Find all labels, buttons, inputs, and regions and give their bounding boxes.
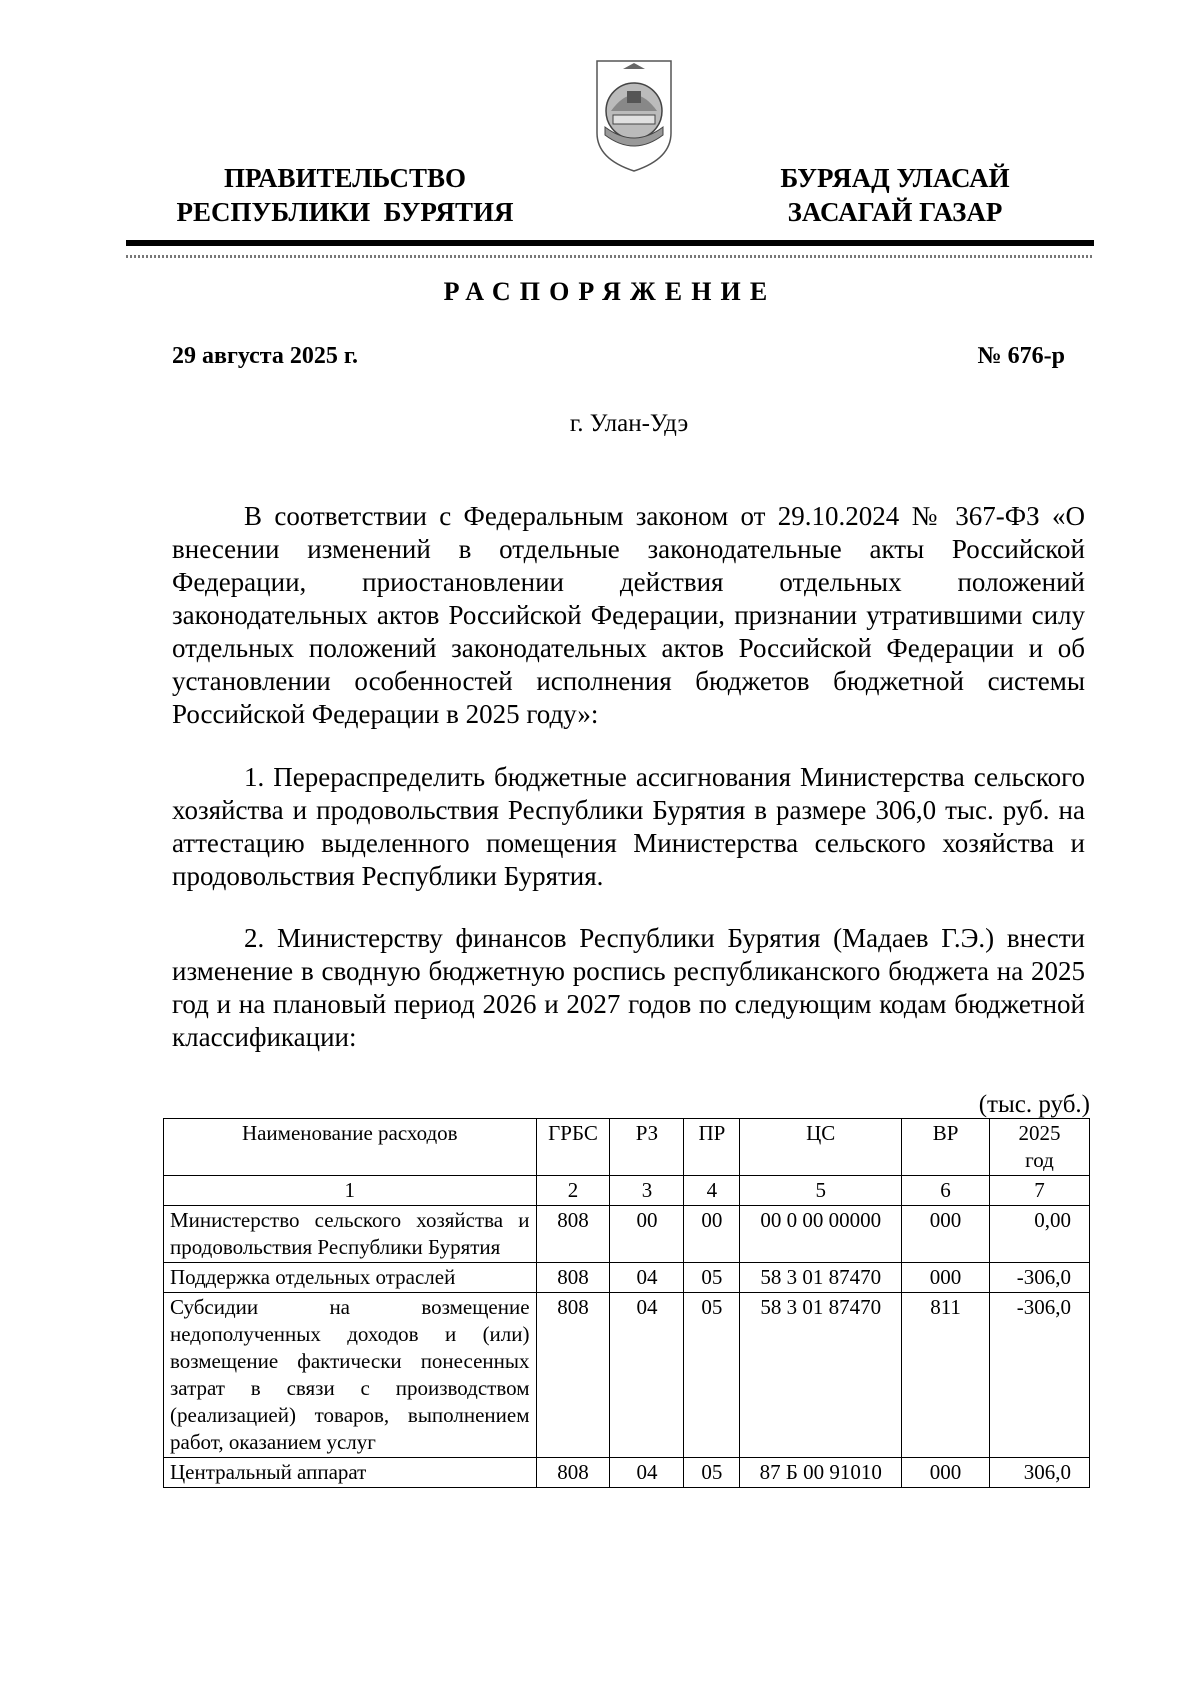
cell-rz: 04 xyxy=(610,1458,684,1488)
cell-vr: 000 xyxy=(902,1206,990,1263)
coat-of-arms-emblem xyxy=(591,55,677,175)
cell-cs: 58 3 01 87470 xyxy=(740,1293,902,1458)
document-city: г. Улан-Удэ xyxy=(569,410,689,437)
header-divider-thick xyxy=(126,240,1094,246)
cell-rz: 04 xyxy=(610,1293,684,1458)
table-row xyxy=(164,1293,1090,1458)
cell-vr: 000 xyxy=(902,1458,990,1488)
cell-name: Центральный аппарат xyxy=(164,1458,537,1488)
cell-rz: 04 xyxy=(610,1263,684,1293)
header-year-line1: 2025 xyxy=(1018,1121,1061,1145)
cell-sum: -306,0 xyxy=(990,1263,1090,1293)
table-unit-label: (тыс. руб.) xyxy=(978,1091,1090,1118)
government-name-russian xyxy=(160,161,530,229)
header-divider-dotted xyxy=(126,255,1094,258)
coat-of-arms-icon xyxy=(591,55,677,175)
header-pr: ПР xyxy=(684,1119,740,1176)
cell-sum: 0,00 xyxy=(990,1206,1090,1263)
column-number: 2 xyxy=(536,1176,610,1206)
header-grbs: ГРБС xyxy=(536,1119,610,1176)
table-column-number-row xyxy=(164,1176,1090,1206)
cell-sum: 306,0 xyxy=(990,1458,1090,1488)
column-number: 4 xyxy=(684,1176,740,1206)
header-rz: РЗ xyxy=(610,1119,684,1176)
column-number: 3 xyxy=(610,1176,684,1206)
header-year xyxy=(990,1119,1090,1176)
header-year-line2: год xyxy=(1025,1148,1054,1172)
column-number: 1 xyxy=(164,1176,537,1206)
cell-pr: 05 xyxy=(684,1458,740,1488)
cell-pr: 00 xyxy=(684,1206,740,1263)
cell-rz: 00 xyxy=(610,1206,684,1263)
cell-cs: 87 Б 00 91010 xyxy=(740,1458,902,1488)
cell-name: Поддержка отдельных отраслей xyxy=(164,1263,537,1293)
column-number: 7 xyxy=(990,1176,1090,1206)
cell-cs: 00 0 00 00000 xyxy=(740,1206,902,1263)
cell-cs: 58 3 01 87470 xyxy=(740,1263,902,1293)
header-right-line2: ЗАСАГАЙ ГАЗАР xyxy=(787,197,1003,227)
header-left-line1: ПРАВИТЕЛЬСТВО xyxy=(223,163,467,193)
item-2-paragraph: 2. Министерству финансов Республики Бурятия (Мадаев Г.Э.) внести изменение в сводную бюджетную роспись республиканского бюджета на 2025 год и на плановый период 2026 и 2027 годов по следующим кодам бюджетной классификации: xyxy=(172,923,1085,1052)
column-number: 6 xyxy=(902,1176,990,1206)
cell-grbs: 808 xyxy=(536,1458,610,1488)
government-name-buryat xyxy=(745,161,1045,229)
table-row xyxy=(164,1263,1090,1293)
cell-pr: 05 xyxy=(684,1263,740,1293)
cell-grbs: 808 xyxy=(536,1206,610,1263)
cell-vr: 811 xyxy=(902,1293,990,1458)
header-right-line1: БУРЯАД УЛАСАЙ xyxy=(780,163,1010,193)
column-number: 5 xyxy=(740,1176,902,1206)
table-row xyxy=(164,1458,1090,1488)
cell-grbs: 808 xyxy=(536,1293,610,1458)
header-vr: ВР xyxy=(902,1119,990,1176)
budget-table xyxy=(163,1118,1090,1488)
cell-name: Министерство сельского хозяйства и продовольствия Республики Бурятия xyxy=(164,1206,537,1263)
document-date: 29 августа 2025 г. xyxy=(172,343,359,369)
cell-grbs: 808 xyxy=(536,1263,610,1293)
table-row xyxy=(164,1206,1090,1263)
document-number: № 676-р xyxy=(977,343,1065,369)
cell-name: Субсидии на возмещение недополученных доходов и (или) возмещение фактически понесенных затрат в связи с производством (реализацией) товаров, выполнением работ, оказанием услуг xyxy=(164,1293,537,1458)
document-title: РАСПОРЯЖЕНИЕ xyxy=(443,277,777,306)
header-name: Наименование расходов xyxy=(164,1119,537,1176)
table-header-row xyxy=(164,1119,1090,1176)
header-left-line2: РЕСПУБЛИКИ БУРЯТИЯ xyxy=(176,197,514,227)
cell-pr: 05 xyxy=(684,1293,740,1458)
cell-vr: 000 xyxy=(902,1263,990,1293)
cell-sum: -306,0 xyxy=(990,1293,1090,1458)
header-cs: ЦС xyxy=(740,1119,902,1176)
preamble-paragraph: В соответствии с Федеральным законом от 29.10.2024 № 367-ФЗ «О внесении изменений в отдельные законодательные акты Российской Федерации, приостановлении действия отдельных положений законодательных актов Российской Федерации, признании утратившими силу отдельных положений законодательных актов Российской Федерации и об установлении особенностей исполнения бюджетов бюджетной системы Российской Федерации в 2025 году»: xyxy=(172,501,1085,729)
item-1-paragraph: 1. Перераспределить бюджетные ассигнования Министерства сельского хозяйства и продовольствия Республики Бурятия в размере 306,0 тыс. руб. на аттестацию выделенного помещения Министерства сельского хозяйства и продовольствия Республики Бурятия. xyxy=(172,762,1085,891)
